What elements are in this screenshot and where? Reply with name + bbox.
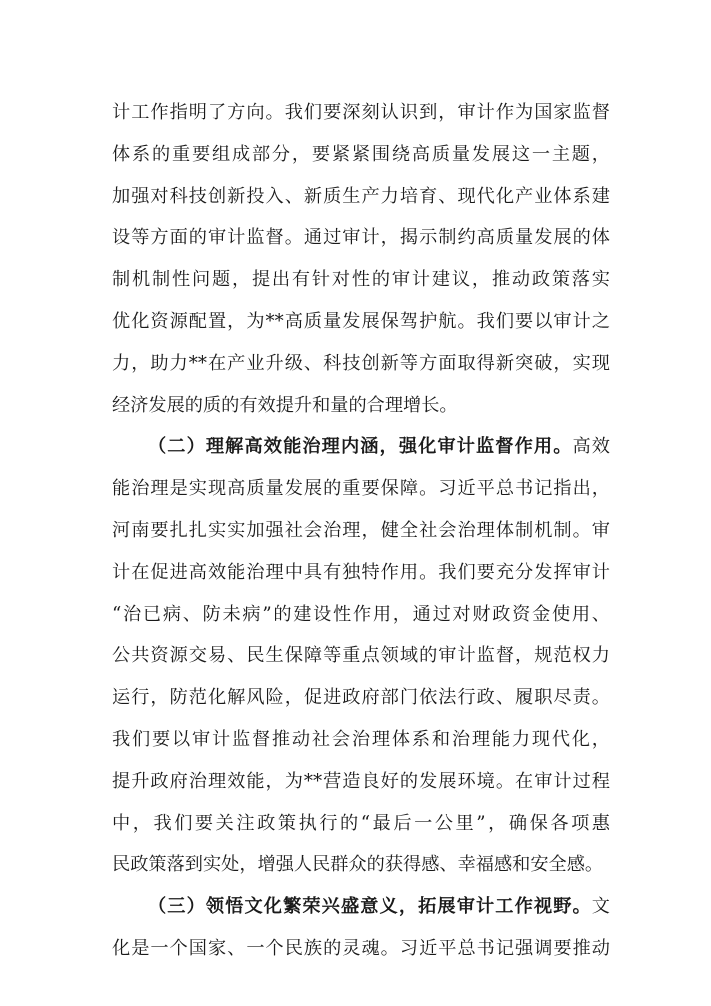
text-line: 能治理是实现高质量发展的重要保障。习近平总书记指出， <box>112 478 610 500</box>
paragraph-1 <box>112 92 610 426</box>
text-line: 化是一个国家、一个民族的灵魂。习近平总书记强调要推动 <box>112 937 610 959</box>
text-line: 体系的重要组成部分，要紧紧围绕高质量发展这一主题， <box>112 143 610 165</box>
text-line: 中，我们要关注政策执行的“最后一公里”，确保各项惠 <box>112 812 610 834</box>
section-heading-line <box>112 426 610 468</box>
paragraph-3 <box>112 886 610 970</box>
text-line: 河南要扎扎实实加强社会治理，健全社会治理体制机制。审 <box>112 519 610 541</box>
section-heading-line <box>112 886 610 928</box>
text-line: 优化资源配置，为**高质量发展保驾护航。我们要以审计之 <box>112 310 610 332</box>
text-fragment: 文 <box>591 896 610 918</box>
text-line: 设等方面的审计监督。通过审计，揭示制约高质量发展的体 <box>112 227 610 249</box>
text-line: 公共资源交易、民生保障等重点领域的审计监督，规范权力 <box>112 645 610 667</box>
section-heading: （三）领悟文化繁荣兴盛意义，拓展审计工作视野。 <box>148 896 592 918</box>
document-body <box>112 92 610 970</box>
text-line: 民政策落到实处，增强人民群众的获得感、幸福感和安全感。 <box>112 854 604 876</box>
text-line: 经济发展的质的有效提升和量的合理增长。 <box>112 394 458 416</box>
text-line: 计在促进高效能治理中具有独特作用。我们要充分发挥审计 <box>112 561 610 583</box>
text-line: 我们要以审计监督推动社会治理体系和治理能力现代化， <box>112 728 610 750</box>
section-heading: （二）理解高效能治理内涵，强化审计监督作用。 <box>148 436 573 458</box>
text-line: 力，助力**在产业升级、科技创新等方面取得新突破，实现 <box>112 352 610 374</box>
text-line: 运行，防范化解风险，促进政府部门依法行政、履职尽责。 <box>112 687 610 709</box>
text-fragment: 高效 <box>572 436 610 458</box>
text-line: 制机制性问题，提出有针对性的审计建议，推动政策落实 <box>112 269 610 291</box>
text-line: 计工作指明了方向。我们要深刻认识到，审计作为国家监督 <box>112 102 610 123</box>
text-line: 提升政府治理效能，为**营造良好的发展环境。在审计过程 <box>112 770 610 792</box>
paragraph-2 <box>112 426 610 886</box>
text-line: 加强对科技创新投入、新质生产力培育、现代化产业体系建 <box>112 185 610 207</box>
text-line: “治已病、防未病”的建设性作用，通过对财政资金使用、 <box>112 603 610 625</box>
